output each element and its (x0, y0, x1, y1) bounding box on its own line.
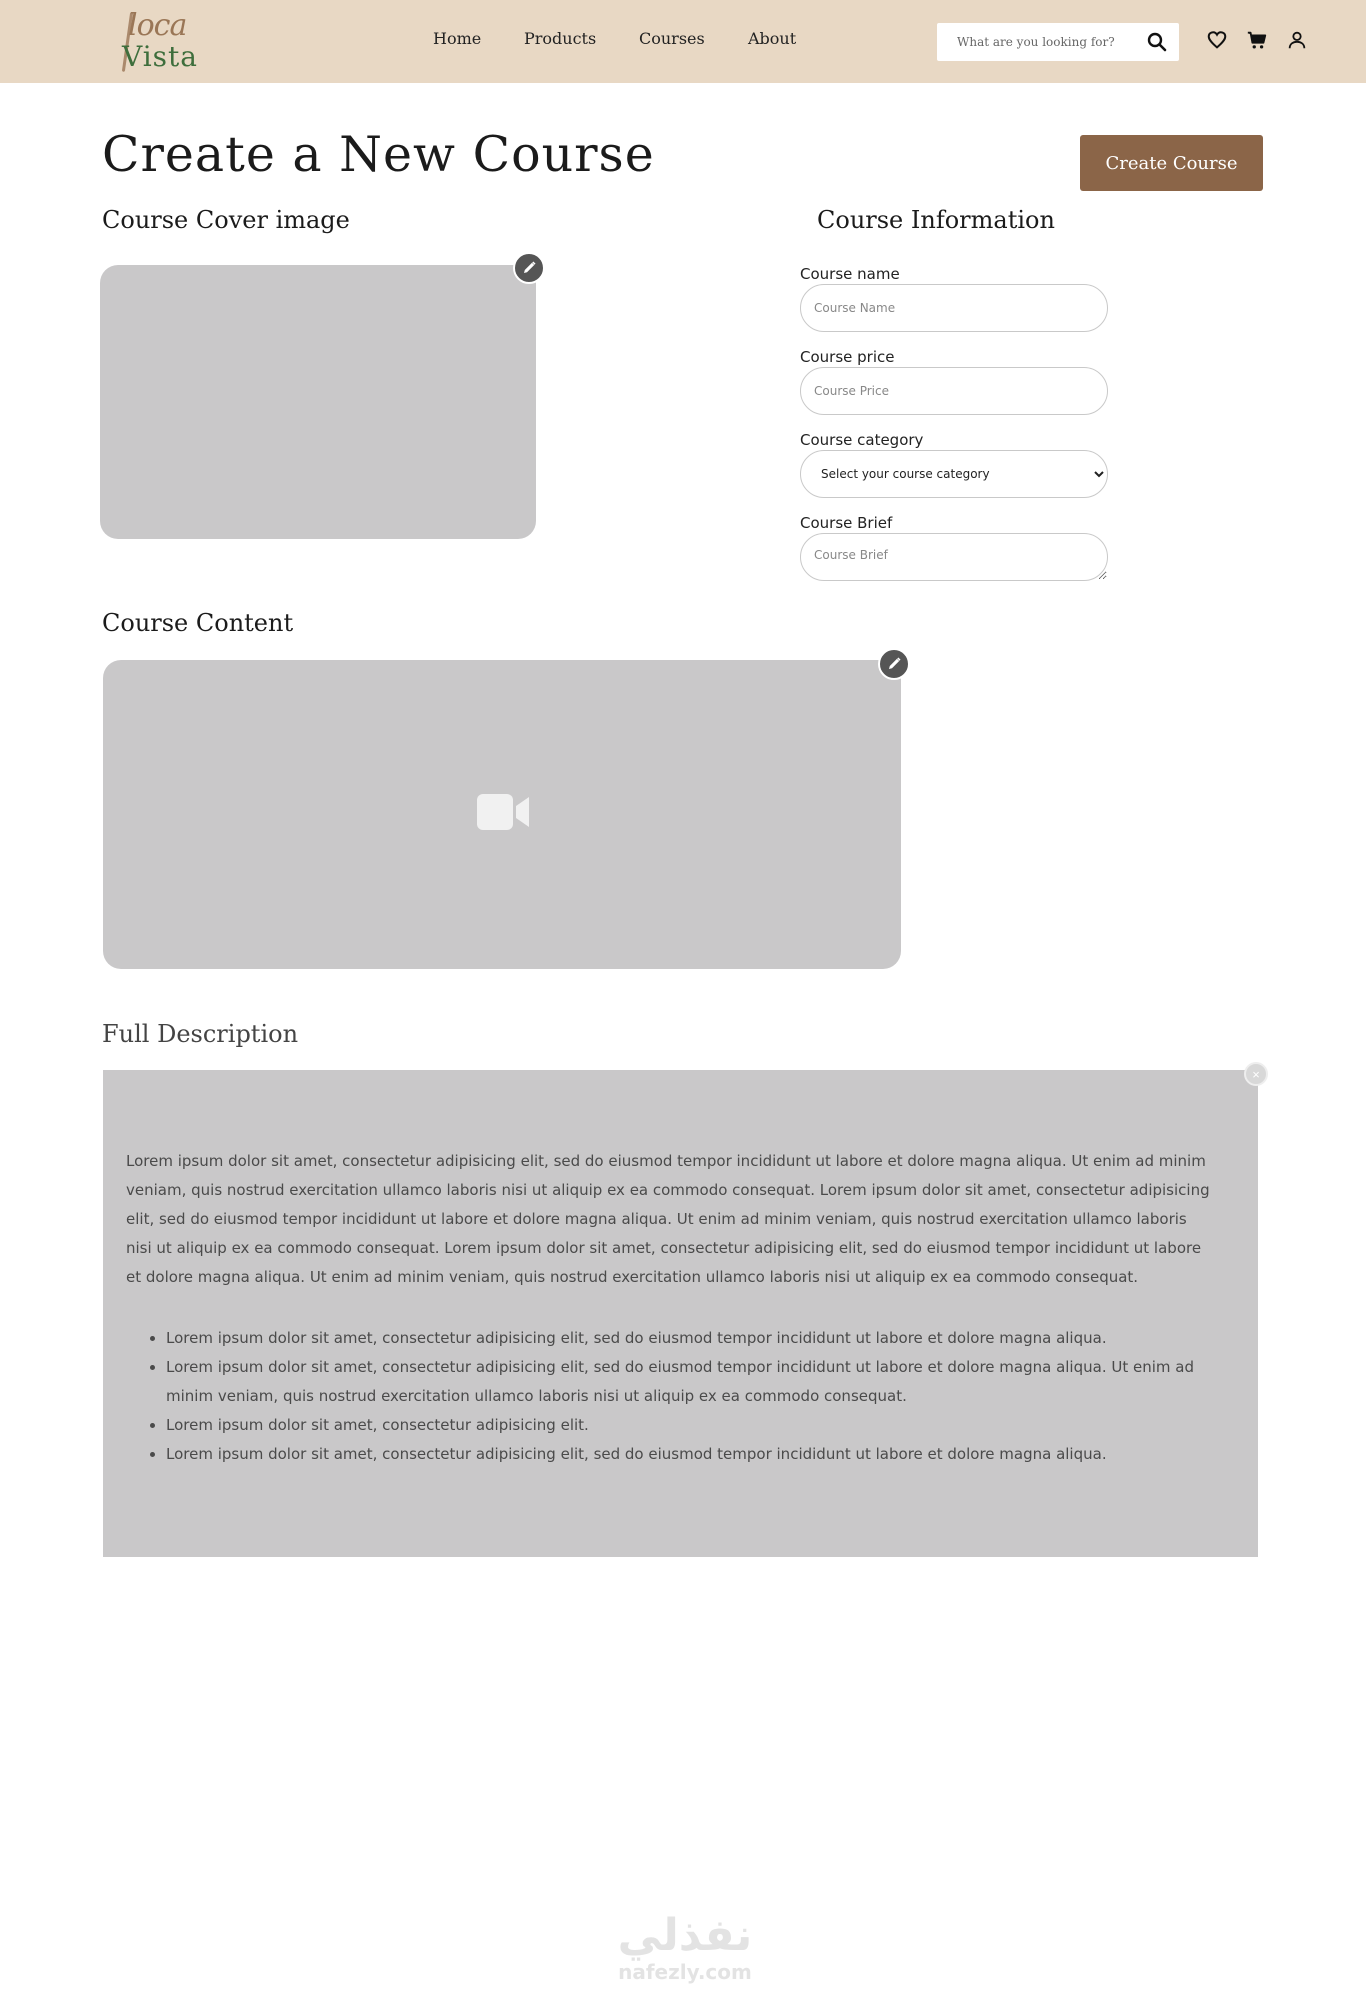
nav-about[interactable]: About (748, 29, 797, 48)
nav-products[interactable]: Products (524, 29, 597, 48)
cart-icon[interactable] (1246, 29, 1268, 51)
description-paragraph: Lorem ipsum dolor sit amet, consectetur adipisicing elit, sed do eiusmod tempor incididunt ut labore et dolore magna aliqua. Ut enim ad minim veniam, quis nostrud exercitation ullamco laboris nisi ut aliquip ex ea commodo consequat. Lorem ipsum dolor sit amet, consectetur adipisicing elit, sed do eiusmod tempor incididunt ut labore et dolore magna aliqua. Ut enim ad minim veniam, quis nostrud exercitation ullamco laboris nisi ut aliquip ex ea commodo consequat. Lorem ipsum dolor sit amet, consectetur adipisicing elit, sed do eiusmod tempor incididunt ut labore et dolore magna aliqua. Ut enim ad minim veniam, quis nostrud exercitation ullamco laboris nisi ut aliquip ex ea commodo consequat. (126, 1152, 1210, 1286)
edit-cover-button[interactable] (513, 252, 545, 284)
nav-courses[interactable]: Courses (639, 29, 705, 48)
course-brief-textarea[interactable] (800, 533, 1108, 581)
close-description-button[interactable]: × (1244, 1062, 1268, 1086)
page-title: Create a New Course (102, 126, 655, 183)
logo-bottom-text: Vista (122, 40, 198, 73)
watermark-latin: nafezly.com (618, 1960, 752, 1984)
search-input[interactable] (937, 23, 1137, 61)
list-item: • Lorem ipsum dolor sit amet, consectetur adipisicing elit, sed do eiusmod tempor incididunt ut labore et dolore magna aliqua. (166, 1324, 1211, 1353)
cover-image-dropzone[interactable] (100, 265, 536, 539)
nav-home[interactable]: Home (433, 29, 482, 48)
course-name-label: Course name (800, 265, 900, 283)
heart-icon[interactable] (1206, 29, 1228, 51)
search-bar (937, 23, 1179, 61)
edit-content-button[interactable] (878, 648, 910, 680)
description-editor[interactable] (103, 1070, 1258, 1557)
pencil-icon (521, 260, 537, 276)
brand-logo[interactable] (120, 6, 200, 78)
search-icon[interactable] (1147, 32, 1167, 52)
list-item: • Lorem ipsum dolor sit amet, consectetur adipisicing elit, sed do eiusmod tempor incididunt ut labore et dolore magna aliqua. (166, 1440, 1211, 1469)
list-item: • Lorem ipsum dolor sit amet, consectetur adipisicing elit. (166, 1411, 1211, 1440)
course-price-label: Course price (800, 348, 895, 366)
description-list (149, 1324, 1211, 1469)
cover-section-title: Course Cover image (102, 206, 350, 234)
watermark-arabic: نفذلي (617, 1910, 753, 1961)
description-section-title: Full Description (102, 1020, 299, 1048)
list-item: • Lorem ipsum dolor sit amet, consectetur adipisicing elit, sed do eiusmod tempor incididunt ut labore et dolore magna aliqua. Ut enim ad minim veniam, quis nostrud exercitation ullamco laboris nisi ut aliquip ex ea commodo consequat. (166, 1353, 1211, 1411)
logo-top-text: loca (128, 8, 187, 43)
create-course-button[interactable]: Create Course (1080, 135, 1263, 191)
course-name-input[interactable] (800, 284, 1108, 332)
user-icon[interactable] (1286, 29, 1308, 51)
site-header (0, 0, 1366, 83)
watermark (600, 1912, 770, 1992)
course-brief-label: Course Brief (800, 514, 893, 532)
pencil-icon (886, 656, 902, 672)
course-price-input[interactable] (800, 367, 1108, 415)
info-section-title: Course Information (817, 206, 1055, 234)
course-category-label: Course category (800, 431, 924, 449)
content-section-title: Course Content (102, 609, 294, 637)
course-category-select[interactable] (800, 450, 1108, 498)
video-camera-icon (477, 794, 529, 830)
